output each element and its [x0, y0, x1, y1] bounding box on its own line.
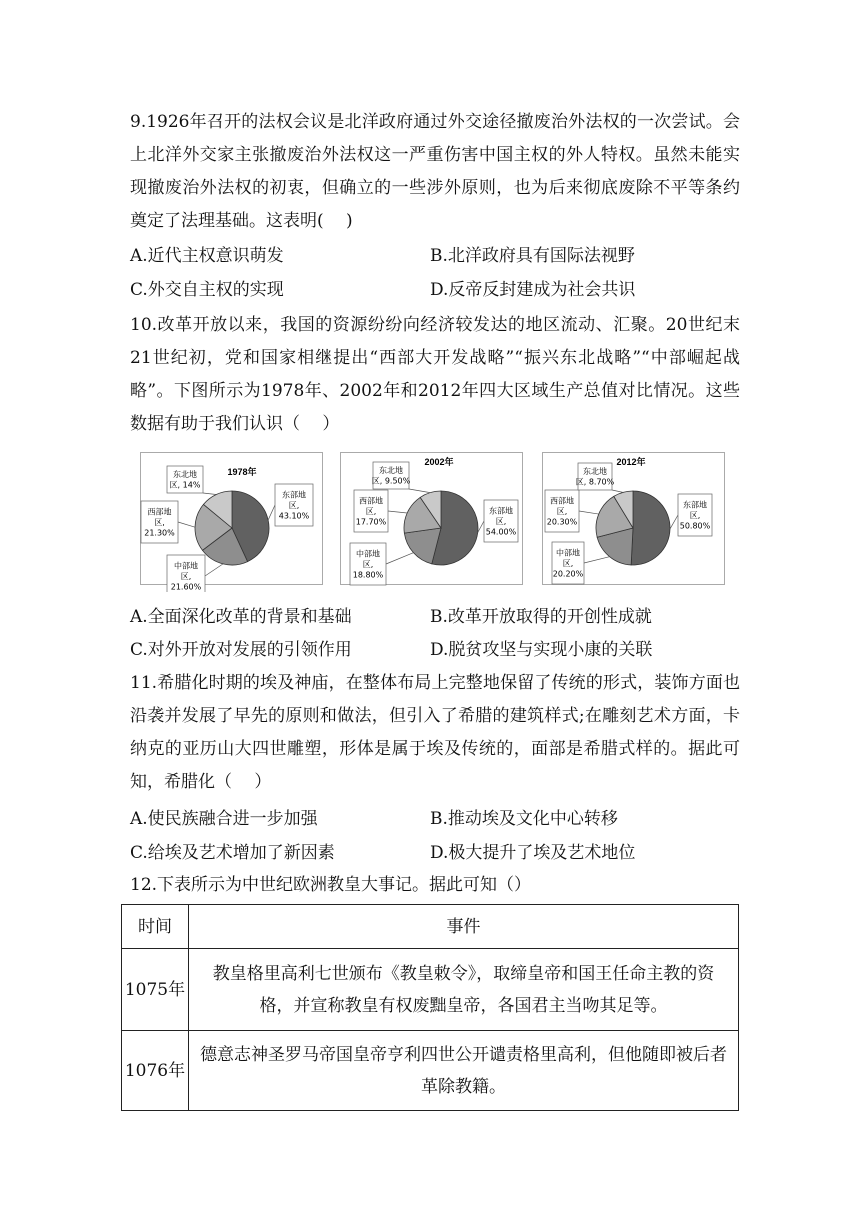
data-label: 区, 8.70%: [575, 477, 615, 487]
data-label: 区,: [562, 558, 574, 568]
data-label: 区,: [556, 506, 568, 516]
q10-stem: 10.改革开放以来，我国的资源纷纷向经济较发达的地区流动、汇聚。20世纪末21世纪初，党和国家相继提出“西部大开发战略”“振兴东北战略”“中部崛起战略”。下图所示为1978年、2002年和2012年四大区域生产总值对比情况。这些数据有助于我们认识（ ）: [130, 315, 740, 434]
data-label: 区, 14%: [169, 480, 201, 490]
row-time: 1075年: [122, 949, 189, 1031]
data-label: 20.30%: [546, 517, 578, 527]
data-label: 54.00%: [485, 527, 517, 537]
data-label: 中部地: [356, 549, 380, 559]
data-label: 43.10%: [278, 511, 310, 521]
q9-option-a[interactable]: A.近代主权意识萌发: [130, 246, 284, 266]
data-label: 区,: [180, 571, 192, 581]
data-label: 17.70%: [355, 517, 387, 527]
q11-stem: 11.希腊化时期的埃及神庙，在整体布局上完整地保留了传统的形式，装饰方面也沿袭并发展了早先的原则和做法，但引入了希腊的建筑样式;在雕刻艺术方面，卡纳克的亚历山大四世雕塑，形体是属于埃及传统的，面部是希腊式样的。据此可知，希腊化（ ）: [130, 673, 740, 792]
header-event: 事件: [189, 905, 739, 949]
row-event: 教皇格里高利七世颁布《教皇敕令》，取缔皇帝和国王任命主教的资格，并宣称教皇有权废黜皇帝，各国君主当吻其足等。: [189, 949, 739, 1031]
q9-stem: 9.1926年召开的法权会议是北洋政府通过外交途径撤废治外法权的一次尝试。会上北洋外交家主张撤废治外法权这一严重伤害中国主权的外人特权。虽然未能实现撤废治外法权的初衷，但确立的一些涉外原则，也为后来彻底废除不平等条约奠定了法理基础。这表明( ): [130, 112, 740, 231]
q11-option-b[interactable]: B.推动埃及文化中心转移: [430, 809, 618, 829]
q11-option-d[interactable]: D.极大提升了埃及艺术地位: [430, 843, 636, 863]
data-label: 西部地: [147, 507, 172, 517]
data-label: 东部地: [489, 506, 513, 516]
pie-title: 2002年: [424, 457, 454, 467]
table-row: [122, 1031, 739, 1111]
data-label: 区,: [288, 500, 300, 510]
pie-title: 2012年: [616, 457, 646, 467]
data-label: 区,: [495, 516, 507, 526]
pie-title: 1978年: [227, 467, 257, 477]
q12-stem: 12.下表所示为中世纪欧洲教皇大事记。据此可知（）: [130, 875, 532, 895]
data-label: 区,: [689, 510, 701, 520]
data-label: 区, 9.50%: [371, 476, 411, 486]
data-label: 西部地: [359, 496, 383, 506]
data-label: 东部地: [282, 490, 306, 500]
data-label: 20.20%: [552, 569, 584, 579]
q9-option-b[interactable]: B.北洋政府具有国际法视野: [430, 246, 635, 266]
data-label: 东北地: [379, 466, 403, 475]
data-label: 21.30%: [144, 528, 175, 538]
events-table: [121, 904, 739, 1111]
data-label: 21.60%: [170, 582, 202, 592]
data-label: 东北地: [583, 467, 607, 476]
data-label: 中部地: [556, 548, 580, 558]
q10-option-c[interactable]: C.对外开放对发展的引领作用: [130, 640, 352, 660]
data-label: 中部地: [174, 561, 198, 571]
pie-chart-svg: [140, 452, 725, 592]
data-label: 东部地: [683, 500, 707, 510]
data-label: 区,: [362, 559, 374, 569]
data-label: 区,: [154, 517, 165, 527]
row-event: 德意志神圣罗马帝国皇帝亨利四世公开谴责格里高利，但他随即被后者革除教籍。: [189, 1031, 739, 1111]
q9-option-d[interactable]: D.反帝反封建成为社会共识: [430, 280, 636, 300]
q10-option-a[interactable]: A.全面深化改革的背景和基础: [130, 607, 352, 627]
q10-option-d[interactable]: D.脱贫攻坚与实现小康的关联: [430, 640, 653, 660]
header-time: 时间: [122, 905, 189, 949]
data-label: 东北地: [173, 470, 197, 479]
q10-option-b[interactable]: B.改革开放取得的开创性成就: [430, 607, 652, 627]
table-header-row: [122, 905, 739, 949]
data-label: 区,: [365, 506, 377, 516]
q9-option-c[interactable]: C.外交自主权的实现: [130, 280, 284, 300]
row-time: 1076年: [122, 1031, 189, 1111]
table-row: [122, 949, 739, 1031]
data-label: 西部地: [550, 496, 574, 506]
data-label: 18.80%: [352, 570, 384, 580]
q11-option-c[interactable]: C.给埃及艺术增加了新因素: [130, 843, 335, 863]
data-label: 50.80%: [679, 521, 711, 531]
pie-charts: [140, 452, 725, 592]
q11-option-a[interactable]: A.使民族融合进一步加强: [130, 809, 318, 829]
